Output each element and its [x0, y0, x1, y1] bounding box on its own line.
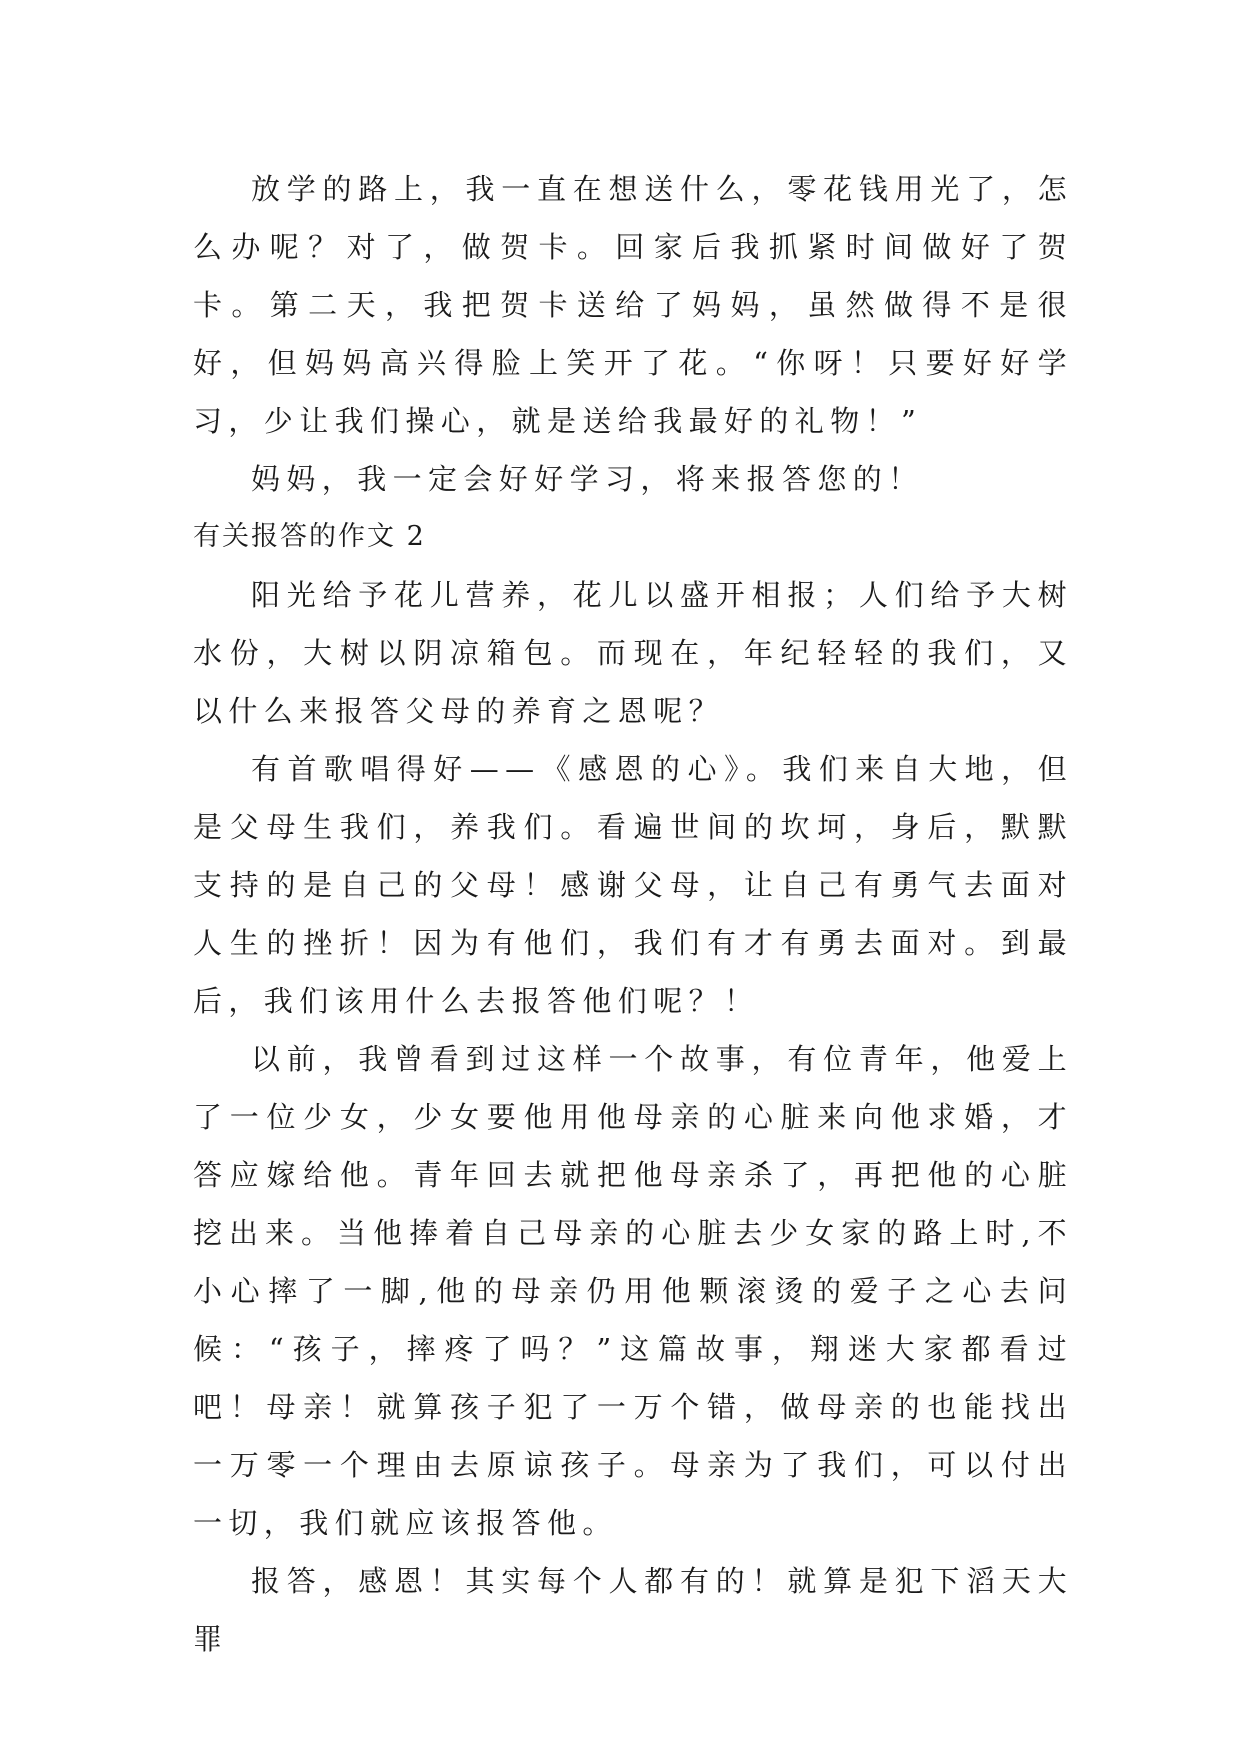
paragraph-promise: 妈妈，我一定会好好学习，将来报答您的！	[251, 462, 924, 496]
paragraph-sunlight: 阳光给予花儿营养，花儿以盛开相报；人们给予大树水份，大树以阴凉箱包。而现在，年纪轻轻的我们，又以什么来报答父母的养育之恩呢？	[193, 578, 1073, 728]
paragraph-gift-card: 放学的路上，我一直在想送什么，零花钱用光了，怎么办呢？对了，做贺卡。回家后我抓紧时间做好了贺卡。第二天，我把贺卡送给了妈妈，虽然做得不是很好，但妈妈高兴得脸上笑开了花。“你呀！只要好好学习，少让我们操心，就是送给我最好的礼物！”	[193, 172, 1073, 438]
document-body	[193, 160, 1073, 1668]
paragraph-song: 有首歌唱得好——《感恩的心》。我们来自大地，但是父母生我们，养我们。看遍世间的坎坷，身后，默默支持的是自己的父母！感谢父母，让自己有勇气去面对人生的挫折！因为有他们，我们有才有勇去面对。到最后，我们该用什么去报答他们呢？！	[193, 752, 1073, 1018]
essay-heading: 有关报答的作文 2	[193, 521, 426, 552]
paragraph-gratitude: 报答，感恩！其实每个人都有的！就算是犯下滔天大罪	[193, 1564, 1073, 1656]
paragraph-story: 以前，我曾看到过这样一个故事，有位青年，他爱上了一位少女，少女要他用他母亲的心脏来向他求婚，才答应嫁给他。青年回去就把他母亲杀了，再把他的心脏挖出来。当他捧着自己母亲的心脏去少女家的路上时,不小心摔了一脚,他的母亲仍用他颗滚烫的爱子之心去问候：“孩子，摔疼了吗？”这篇故事，翔迷大家都看过吧！母亲！就算孩子犯了一万个错，做母亲的也能找出一万零一个理由去原谅孩子。母亲为了我们，可以付出一切，我们就应该报答他。	[193, 1042, 1073, 1540]
